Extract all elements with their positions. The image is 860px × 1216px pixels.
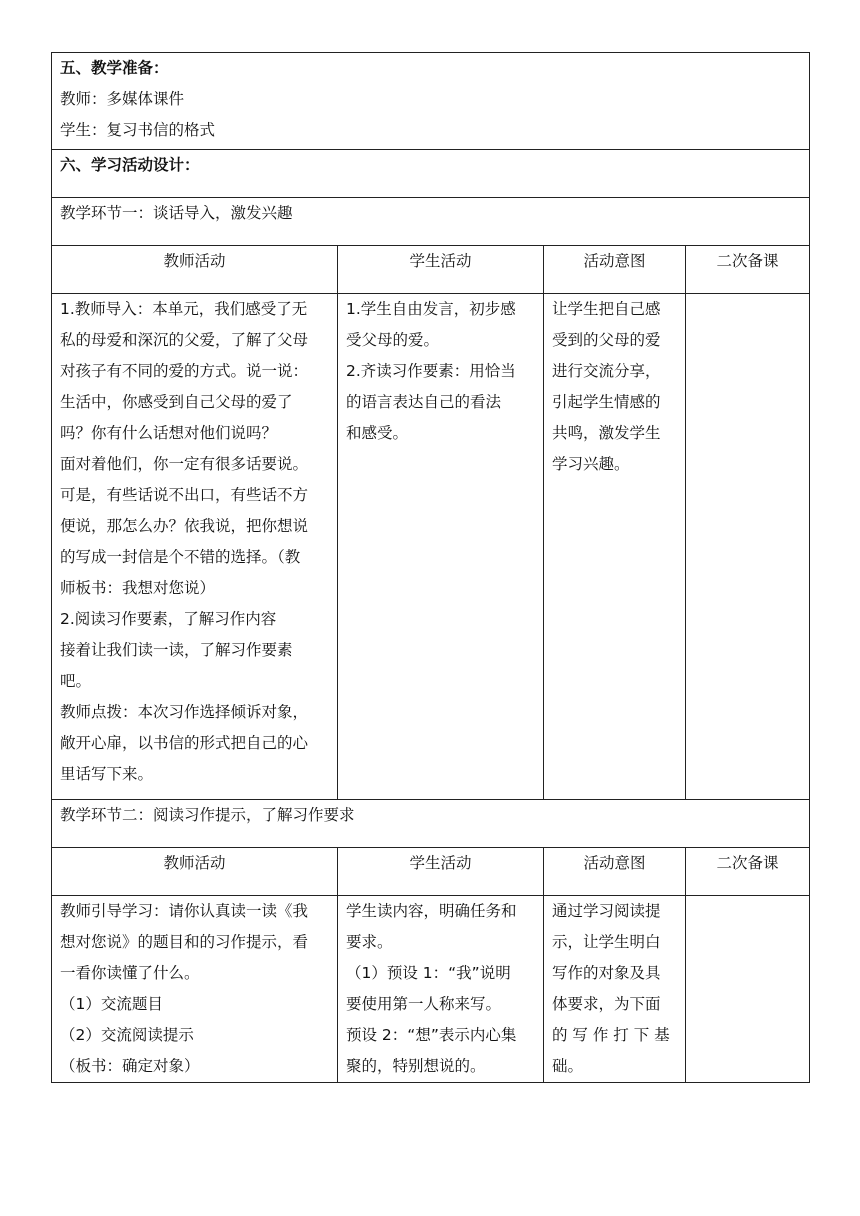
section-6-title: 六、学习活动设计： (52, 150, 810, 198)
stage-1-header-row (52, 246, 810, 294)
stage-2-second-prep-cell (686, 896, 810, 1083)
stage-1-teacher-cell (52, 294, 338, 800)
stage-1-teacher-line: 2.阅读习作要素，了解习作内容 (60, 610, 277, 628)
stage-1-student-line: 和感受。 (346, 424, 409, 442)
stage-1-teacher-line: 1.教师导入：本单元，我们感受了无 (60, 300, 308, 318)
stage-1-intent-line: 让学生把自己感 (552, 300, 661, 318)
stage-1-teacher-line: 私的母爱和深沉的父爱，了解了父母 (60, 331, 309, 349)
stage-1-teacher-line: 可是，有些话说不出口，有些话不方 (60, 486, 309, 504)
stage-2-student-line: 聚的，特别想说的。 (346, 1057, 486, 1075)
stage-2-teacher-line: （1）交流题目 (60, 995, 163, 1013)
stage-2-intent-line: 的 写 作 打 下 基 (552, 1026, 670, 1044)
stage-2-intent-cell (544, 896, 686, 1083)
stage-1-student-line: 2.齐读习作要素：用恰当 (346, 362, 516, 380)
stage-2-intent-line: 础。 (552, 1057, 584, 1075)
stage-2-student-line: 预设 2：“想”表示内心集 (346, 1026, 517, 1044)
section-5-line-1: 教师：多媒体课件 (60, 90, 185, 108)
stage-1-intent-line: 共鸣，激发学生 (552, 424, 661, 442)
stage-1-intent-line: 学习兴趣。 (552, 455, 630, 473)
header-activity-intent: 活动意图 (544, 246, 686, 294)
header-activity-intent: 活动意图 (544, 848, 686, 896)
stage-2-teacher-cell (52, 896, 338, 1083)
section-5-line-2: 学生：复习书信的格式 (60, 121, 216, 139)
stage-1-second-prep-cell (686, 294, 810, 800)
stage-1-student-line: 的语言表达自己的看法 (346, 393, 502, 411)
stage-2-teacher-line: （2）交流阅读提示 (60, 1026, 194, 1044)
lesson-plan-table (51, 52, 810, 1083)
stage-1-title: 教学环节一：谈话导入，激发兴趣 (52, 198, 810, 246)
stage-1-teacher-line: 吧。 (60, 672, 92, 690)
stage-1-teacher-line: 里话写下来。 (60, 765, 154, 783)
stage-1-teacher-line: 敞开心扉，以书信的形式把自己的心 (60, 734, 309, 752)
stage-1-teacher-line: 面对着他们，你一定有很多话要说。 (60, 455, 309, 473)
stage-2-teacher-line: 一看你读懂了什么。 (60, 964, 200, 982)
stage-1-student-cell (338, 294, 544, 800)
stage-1-teacher-line: 对孩子有不同的爱的方式。说一说： (60, 362, 309, 380)
section-5-cell (52, 53, 810, 150)
stage-1-teacher-line: 便说，那怎么办？依我说，把你想说 (60, 517, 309, 535)
stage-2-intent-line: 通过学习阅读提 (552, 902, 661, 920)
stage-2-student-line: 要使用第一人称来写。 (346, 995, 502, 1013)
stage-2-intent-line: 写作的对象及具 (552, 964, 661, 982)
section-6-row (52, 150, 810, 198)
stage-2-student-line: 学生读内容，明确任务和 (346, 902, 517, 920)
stage-1-body-row (52, 294, 810, 800)
stage-2-header-row (52, 848, 810, 896)
stage-1-teacher-line: 教师点拨：本次习作选择倾诉对象， (60, 703, 309, 721)
section-5-title: 五、教学准备： (60, 59, 169, 77)
stage-1-teacher-line: 接着让我们读一读，了解习作要素 (60, 641, 293, 659)
stage-1-intent-line: 进行交流分享， (552, 362, 661, 380)
stage-1-teacher-line: 吗？你有什么话想对他们说吗？ (60, 424, 278, 442)
stage-2-teacher-line: 想对您说》的题目和的习作提示，看 (60, 933, 309, 951)
header-student-activity: 学生活动 (338, 246, 544, 294)
stage-1-intent-line: 引起学生情感的 (552, 393, 661, 411)
stage-1-student-line: 受父母的爱。 (346, 331, 440, 349)
header-student-activity: 学生活动 (338, 848, 544, 896)
header-second-prep: 二次备课 (686, 848, 810, 896)
stage-2-title: 教学环节二：阅读习作提示，了解习作要求 (52, 800, 810, 848)
header-teacher-activity: 教师活动 (52, 848, 338, 896)
header-second-prep: 二次备课 (686, 246, 810, 294)
stage-1-teacher-line: 师板书：我想对您说） (60, 579, 216, 597)
stage-2-student-line: 要求。 (346, 933, 393, 951)
stage-2-intent-line: 体要求，为下面 (552, 995, 661, 1013)
stage-2-body-row (52, 896, 810, 1083)
section-5-row (52, 53, 810, 150)
stage-2-intent-line: 示，让学生明白 (552, 933, 661, 951)
stage-1-teacher-line: 的写成一封信是个不错的选择。（教 (60, 548, 301, 566)
stage-1-student-line: 1.学生自由发言，初步感 (346, 300, 516, 318)
stage-2-student-line: （1）预设 1：“我”说明 (346, 964, 511, 982)
stage-1-intent-line: 受到的父母的爱 (552, 331, 661, 349)
stage-1-teacher-line: 生活中，你感受到自己父母的爱了 (60, 393, 293, 411)
stage-1-intent-cell (544, 294, 686, 800)
header-teacher-activity: 教师活动 (52, 246, 338, 294)
stage-2-teacher-line: （板书：确定对象） (60, 1057, 200, 1075)
stage-2-teacher-line: 教师引导学习：请你认真读一读《我 (60, 902, 309, 920)
stage-1-title-row (52, 198, 810, 246)
stage-2-title-row (52, 800, 810, 848)
stage-2-student-cell (338, 896, 544, 1083)
